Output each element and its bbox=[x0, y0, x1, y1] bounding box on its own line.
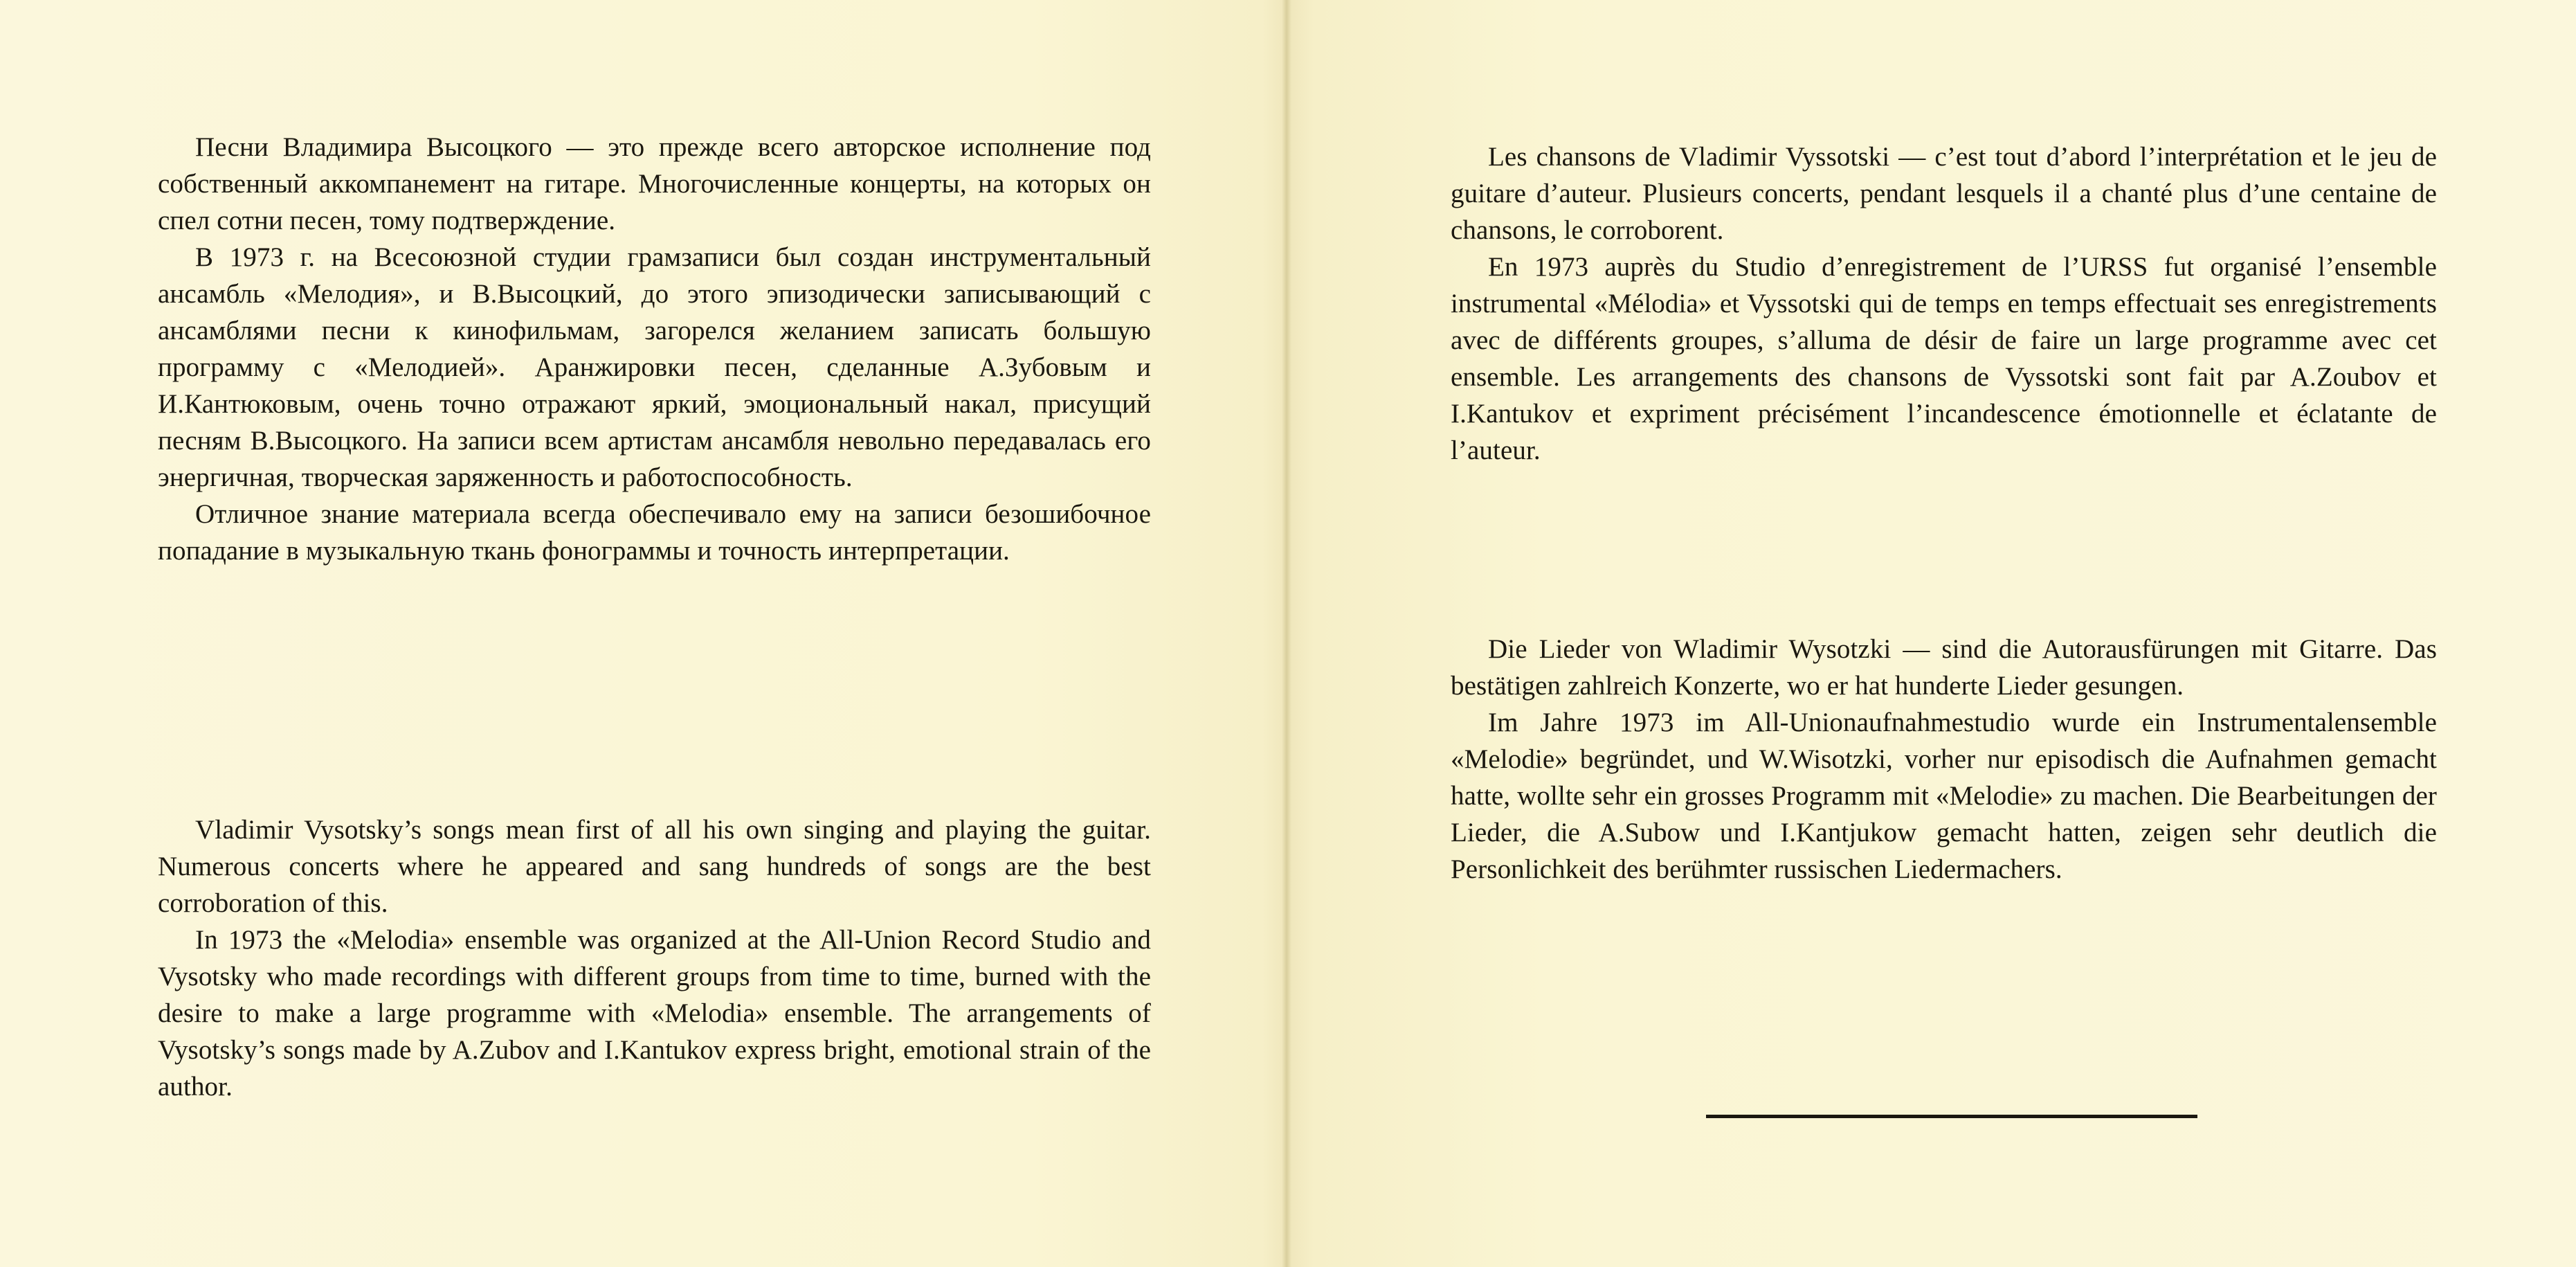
english-text-block bbox=[158, 811, 1151, 1105]
russian-paragraph-1: Песни Владимира Высоцкого — это прежде всего авторское исполнение под собственный аккомпанемент на гитаре. Многочисленные концерты, на которых он спел сотни песен, тому подтверждение. bbox=[158, 132, 1151, 235]
english-paragraph-2: In 1973 the «Melodia» ensemble was organized at the All-Union Record Studio and Vysotsky who made recordings with different groups from time to time, burned with the desire to make a large programme with «Melodia» ensemble. The arrangements of Vysotsky’s songs made by A.Zubov and I.Kantukov express bright, emotional strain of the author. bbox=[158, 925, 1151, 1102]
french-paragraph-1: Les chansons de Vladimir Vyssotski — c’est tout d’abord l’interprétation et le jeu de guitare d’auteur. Plusieurs concerts, pendant lesquels il a chanté plus d’une centaine de chansons, le corroborent. bbox=[1451, 142, 2437, 245]
end-divider-line bbox=[1706, 1115, 2197, 1118]
left-page bbox=[0, 0, 1286, 1267]
german-paragraph-2: Im Jahre 1973 im All-Unionaufnahmestudio wurde ein Instrumentalensemble «Melodie» begründet, und W.Wisotzki, vorher nur episodisch die Aufnahmen gemacht hatte, wollte sehr ein grosses Programm mit «Melodie» zu machen. Die Bearbeitungen der Lieder, die A.Subow und I.Kantjukow gemacht hatten, zeigen sehr deutlich die Personlichkeit des berühmter russischen Liedermachers. bbox=[1451, 708, 2437, 884]
german-text-block bbox=[1451, 631, 2437, 888]
english-paragraph-1: Vladimir Vysotsky’s songs mean first of all his own singing and playing the guitar. Numerous concerts where he appeared and sang hundreds of songs are the best corroboration of this. bbox=[158, 815, 1151, 918]
german-paragraph-1: Die Lieder von Wladimir Wysotzki — sind die Autorausfürungen mit Gitarre. Das bestätigen zahlreich Konzerte, wo er hat hunderte Lieder gesungen. bbox=[1451, 634, 2437, 701]
russian-paragraph-3: Отличное знание материала всегда обеспечивало ему на записи безошибочное попадание в музыкальную ткань фонограммы и точность интерпретации. bbox=[158, 499, 1151, 566]
french-text-block bbox=[1451, 138, 2437, 469]
russian-text-block bbox=[158, 129, 1151, 569]
russian-paragraph-2: В 1973 г. на Всесоюзной студии грамзаписи был создан инструментальный ансамбль «Мелодия», и В.Высоцкий, до этого эпизодически записывающий с ансамблями песни к кинофильмам, загорелся желанием записать большую программу с «Мелодией». Аранжировки песен, сделанные А.Зубовым и И.Кантюковым, очень точно отражают яркий, эмоциональный накал, присущий песням В.Высоцкого. На записи всем артистам ансамбля невольно передавалась его энергичная, творческая заряженность и работоспособность. bbox=[158, 242, 1151, 492]
french-paragraph-2: En 1973 auprès du Studio d’enregistrement de l’URSS fut organisé l’ensemble instrumental «Mélodia» et Vyssotski qui de temps en temps effectuait ses enregistrements avec de différents groupes, s’alluma de désir de faire un large programme avec cet ensemble. Les arrangements des chansons de Vyssotski sont fait par A.Zoubov et I.Kantukov et expriment précisément l’incandescence émotionnelle et éclatante de l’auteur. bbox=[1451, 252, 2437, 465]
